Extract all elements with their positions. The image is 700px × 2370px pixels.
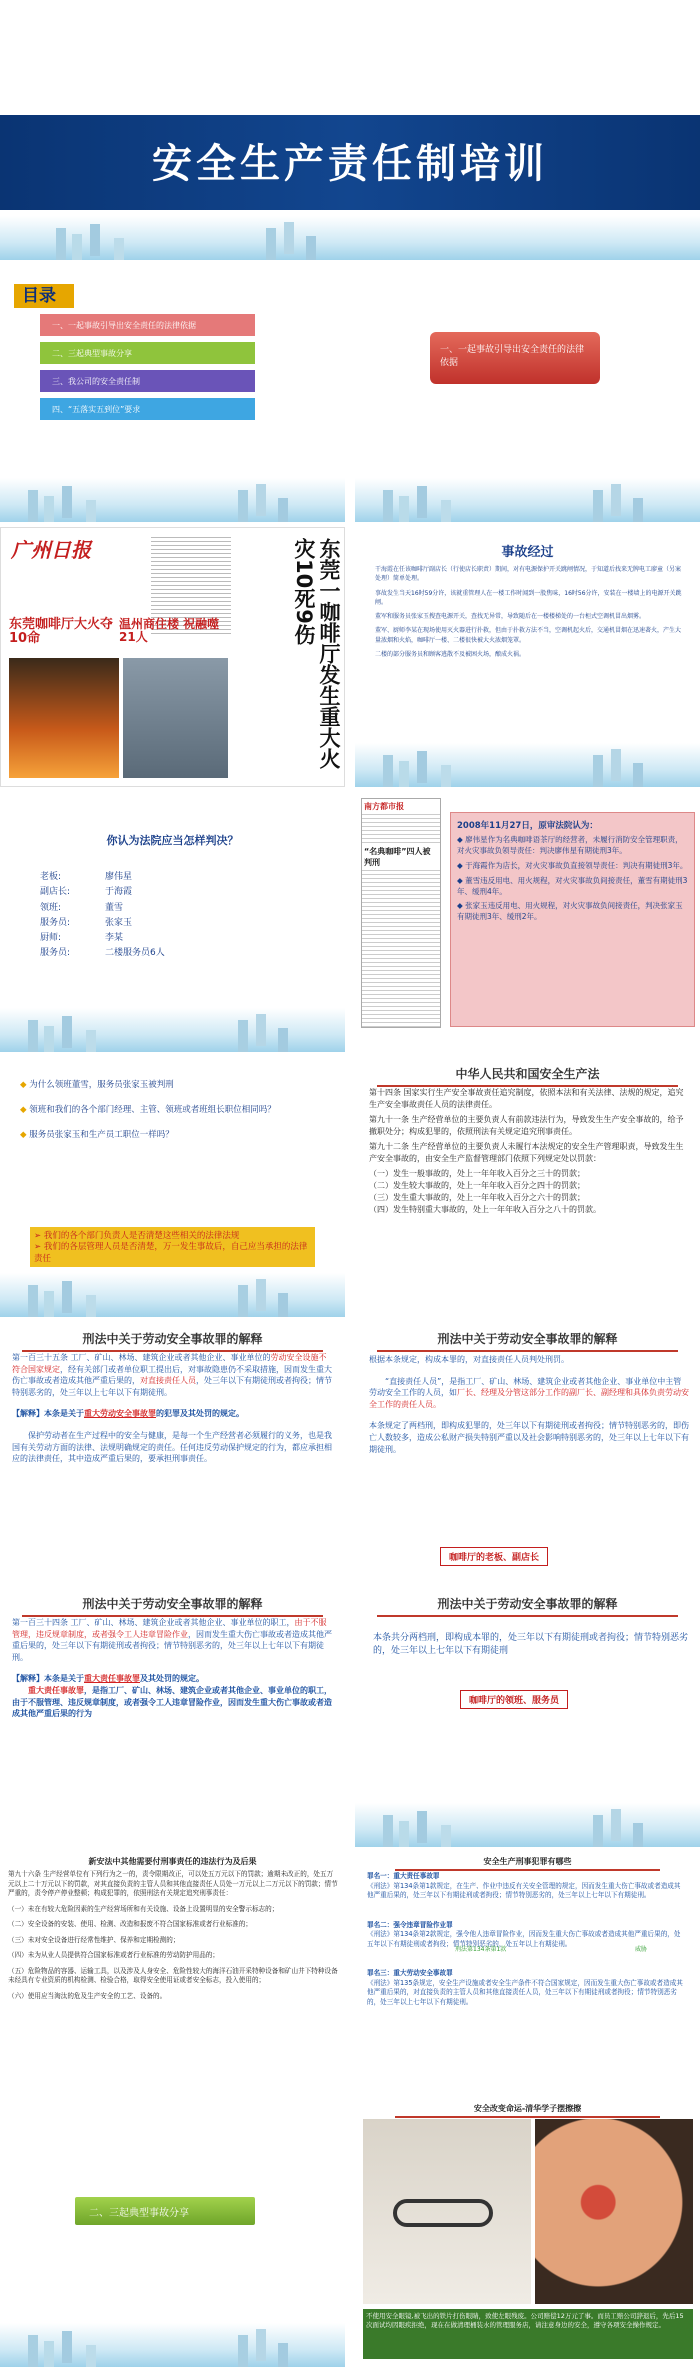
city-skyline [0,1008,345,1052]
handwritten-note-2: 威胁 [635,1946,648,1953]
offense-para: 第九十六条 生产经营单位有下列行为之一的，责令限期改正，可以处五万元以下的罚款；逾期未改正的，处五万元以上二十万元以下的罚款，对其直接负责的主管人员和其他直接责任人员处一万元以上二万元以下的罚款；情节严重的，责令停产停业整顿；构成犯罪的，依照刑法有关规定追究刑事责任： [8,1870,338,1898]
slide-eye-injury [355,2097,700,2367]
headline-left: 东莞咖啡厅大火夺10命 [9,618,119,647]
title-divider [377,1350,678,1352]
slide-criminal-135 [0,1322,345,1582]
law-title: 中华人民共和国安全生产法 [455,1067,600,1081]
verdict-bullet: ◆ 于海霞作为店长，对火灾事故负直接领导责任：判决有期徒刑3年。 [457,860,688,870]
verdict-article-title: “名典咖啡”四人被判刑 [362,844,440,870]
person-row: 老板: 廖伟星 [40,872,133,882]
accident-bullet: 董军和服务员张家玉搜查电源开关，查找无异常，导致随后在一楼楼梯处的一台柜式空调机冒出烟雾。 [375,613,646,621]
accident-bullet: 二楼的部分服务员和顾客逃散不及被困火场，酿成火祸。 [375,651,526,659]
offense-item: （五）危险物品的容器、运输工具，以及涉及人身安全、危险性较大的海洋石油开采特种设备和矿山井下特种设备未经具有专业资质的机构检测、检验合格，取得安全使用证或者安全标志，投入使用的； [8,1966,338,1985]
accident-bullet: 事故发生当天16时59分许，该就重管理人在一楼工作时闻到一股焦味，16时56分许，安装在一楼墙上的电源开关跳闸。 [375,589,682,606]
injury-title: 安全改变命运-清华学子摆擦擦 [473,2104,582,2113]
law-item: （三）发生重大事故的，处上一年年收入百分之六十的罚款； [369,1193,585,1202]
toc-item-4[interactable]: 四、“五落实五到位”要求 [40,398,255,420]
people-list [40,870,165,962]
offense-item: （一）未在有较大危险因素的生产经营场所和有关设施、设备上设置明显的安全警示标志的； [8,1904,279,1913]
slide-title-cover [0,0,700,260]
toc-item-1[interactable]: 一、一起事故引导出安全责任的法律依据 [40,314,255,336]
fire-photo [9,658,119,778]
crime-law: 《刑法》第134条第2款规定，强令他人违章冒险作业，因而发生重大伤亡事故或者造成其他严重后果的，处五年以下有期徒刑或者拘役；情节特别恶劣的，处五年以上有期徒刑。 [367,1930,681,1948]
crime-item [367,1969,687,2007]
answer-item: ➢ 我们的各个部门负责人是否清楚这些相关的法律法规 [34,1231,240,1241]
crime-name: 罪名一：重大责任事故罪 [367,1872,440,1880]
person-row: 服务员: 二楼服务员6人 [40,948,165,959]
slide-safety-law [355,1057,700,1317]
slide-direct-responsible [355,1322,700,1582]
offense-body [8,1870,338,2001]
question-list [20,1079,320,1141]
offense-title: 新安法中其他需要付刑事责任的违法行为及后果 [88,1857,257,1866]
person-row: 领班: 董雪 [40,902,124,913]
toc-heading: 目录 [14,284,74,308]
question-item: ◆ 服务员张家玉和生产员工职位一样吗？ [20,1129,174,1140]
slide-toc [0,262,345,522]
direct-para: “直接责任人员”，是指工厂、矿山、林场、建筑企业或者其他企业、事业单位中主管劳动安全工作的人员，如厂长、经理及分管这部分工作的副厂长、副经理和具体负责劳动安全工作的责任人员。 [369,1376,689,1409]
offense-item: （三）未对安全设备进行经常性维护、保养和定期检测的； [8,1935,180,1944]
slide-other-offenses [0,1852,345,2092]
accident-title: 事故经过 [501,545,554,560]
city-skyline [0,478,345,522]
law-item: （二）发生较大事故的，处上一年年收入百分之四十的罚款； [369,1181,585,1190]
law-para: 第九十一条 生产经营单位的主要负责人有前款违法行为，导致发生生产安全事故的，给予撤职处分；构成犯罪的，依照刑法有关规定追究刑事责任。 [369,1115,684,1136]
crime-item [367,1872,687,1901]
verdict-bullet: ◆ 张家玉违反用电、用火规程，对火灾事故负间接责任，判决张家玉有期徒刑3年、缓刑2年。 [457,901,683,922]
slide-two-penalties [355,1587,700,1847]
verdict-box [450,812,695,1027]
offense-item: （二）安全设备的安装、使用、检测、改造和报废不符合国家标准或者行业标准的； [8,1920,252,1929]
city-skyline [0,2323,345,2367]
title-divider [395,2116,660,2118]
verdict-date: 2008年11月27日，原审法院认为： [457,821,598,831]
verdict-paper [361,798,441,1028]
question-item: ◆ 领班和我们的各个部门经理、主管、领班或者班组长职位相同吗？ [20,1104,276,1115]
role-tag: 咖啡厅的领班、服务员 [460,1690,568,1709]
paper-masthead: 广州日报 [11,538,91,562]
article-135: 第一百三十五条 工厂、矿山、林场、建筑企业或者其他企业、事业单位的劳动安全设施不符合国家规定，经有关部门或者单位职工提出后，对事故隐患仍不采取措施，因而发生重大伤亡事故或者造成其他严重后果的，对直接责任人员，处三年以下有期徒刑或者拘役；情节特别恶劣的，处三年以上七年以下有期徒刑。 [12,1353,332,1397]
crime-name: 罪名三：重大劳动安全事故罪 [367,1969,453,1978]
verdict-masthead: 南方都市报 [362,799,440,814]
criminal-title: 刑法中关于劳动安全事故罪的解释 [437,1597,618,1611]
handwritten-note-1: 刑法第134条第1款 [455,1946,507,1953]
criminal-body [12,1617,334,1720]
injured-face-photo [535,2119,693,2304]
direct-body [369,1354,689,1455]
glasses-icon [393,2199,493,2227]
slide-accident-process [355,527,700,787]
criminal-title: 刑法中关于劳动安全事故罪的解释 [82,1597,263,1611]
explanation: 【解释】本条是关于重大劳动安全事故罪的犯罪及其处罚的规定。 [12,1409,244,1419]
slide-questions [0,1057,345,1317]
law-para: 第九十二条 生产经营单位的主要负责人未履行本法规定的安全生产管理职责，导致发生生产安全事故的，由安全生产监督管理部门依照下列规定处以罚款： [369,1142,684,1163]
city-skyline [355,1803,700,1847]
verdict-bullet: ◆ 董雪违反用电、用火规程，对火灾事故负间接责任，董雪有期徒刑3年、缓刑4年。 [457,875,688,896]
offense-item: （四）未为从业人员提供符合国家标准或者行业标准的劳动防护用品的； [8,1951,219,1960]
vertical-headline: 东莞一咖啡厅发生重大火灾10死9伤 [291,538,341,769]
crime-name: 罪名二：强令违章冒险作业罪 [367,1920,453,1929]
crime-title: 安全生产刑事犯罪有哪些 [483,1857,572,1866]
section-tag[interactable]: 二、三起典型事故分享 [75,2197,255,2225]
slide-toc-callout [355,262,700,522]
role-tag: 咖啡厅的老板、副店长 [440,1547,548,1566]
slide-crime-types [355,1852,700,2092]
crime-list [367,1872,687,2007]
crime-law: 《刑法》第134条第1款规定，在生产、作业中违反有关安全管理的规定，因而发生重大伤亡事故或者造成其他严重后果的，处三年以下有期徒刑或者拘役；情节特别恶劣的，处三年以上七年以下有期徒刑。 [367,1881,681,1900]
slide-newspaper [0,527,345,787]
injury-caption: 不使用安全眼镜,被飞出的铁片打伤眼睛，致使左眼残废。公司赔偿12万元了事。而员工赔公司辞退后，先后15次面试均因眼疾拒绝，现在在做清理桶装水的管理服务店，请注意身边的安全，遵守各项安全操作规定。 [363,2309,693,2359]
slide-verdict [355,792,700,1052]
city-skyline [0,1273,345,1317]
person-row: 副店长: 于海霞 [40,887,133,898]
direct-para: 本条规定了两档刑，即构成犯罪的，处三年以下有期徒刑或者拘役；情节特别恶劣的，即伤亡人数较多，造成公私财产损失特别严重以及社会影响特别恶劣的，处三年以上七年以下有期徒刑。 [369,1421,689,1454]
law-item: （一）发生一般事故的，处上一年年收入百分之三十的罚款； [369,1169,585,1178]
toc-item-3[interactable]: 三、我公司的安全责任制 [40,370,255,392]
crime-law: 《刑法》第135条规定，安全生产设施或者安全生产条件不符合国家规定，因而发生重大伤亡事故或者造成其他严重后果的，对直接负责的主管人员和其他直接责任人员，处三年以下有期徒刑或者拘役；情节特别恶劣的，处三年以上七年以下有期徒刑。 [367,1978,683,2006]
toc-item-2[interactable]: 二、三起典型事故分享 [40,342,255,364]
article-134: 第一百三十四条 工厂、矿山、林场、建筑企业或者其他企业、事业单位的职工，由于不服管理，违反规章制度，或者强令工人违章冒险作业，因而发生重大伤亡事故或者造成其他严重后果的，处三年以下有期徒刑或者拘役；情节特别恶劣的，处三年以上七年以下有期徒刑。 [12,1618,332,1662]
slide-criminal-134 [0,1587,345,1847]
law-item: （四）发生特别重大事故的，处上一年年收入百分之八十的罚款。 [369,1205,601,1214]
headline-right: 温州商住楼 祝融噬21人 [119,617,220,645]
answer-box [30,1227,315,1267]
direct-para: 根据本条规定，构成本罪的，对直接责任人员判处刑罚。 [369,1355,569,1364]
law-body [369,1087,689,1216]
slide-question [0,792,345,1052]
slide-section-2 [0,2097,345,2367]
city-skyline [0,216,700,260]
criminal-body [12,1352,334,1465]
city-skyline [355,478,700,522]
answer-item: ➢ 我们的各层管理人员是否清楚，万一发生事故后，自己应当承担的法律责任 [34,1242,308,1264]
question-item: ◆ 为什么领班董雪，服务员张家玉被判刑 [20,1080,174,1090]
accident-list [375,565,685,659]
criminal-title: 刑法中关于劳动安全事故罪的解释 [82,1332,263,1346]
person-row: 服务员: 张家玉 [40,917,133,928]
glasses-photo [363,2119,531,2304]
question-text: 你认为法院应当怎样判决？ [106,834,239,847]
title-divider [395,1869,660,1871]
explanation-detail: 重大责任事故罪，是指工厂、矿山、林场、建筑企业或者其他企业、事业单位的职工，由于不服管理、违反规章制度，或者强令工人违章冒险作业，因而发生重大伤亡事故或者造成其他严重后果的行为 [12,1685,332,1719]
criminal-title: 刑法中关于劳动安全事故罪的解释 [437,1332,618,1346]
explanation: 【解释】本条是关于重大责任事故罪及其处罚的规定。 [12,1674,204,1684]
building-photo [123,658,228,778]
title-divider [377,1615,678,1617]
verdict-bullet: ◆ 廖伟星作为名典咖啡语茶厅的经营者，未履行消防安全管理职责，对火灾事故负领导责任：判决廖伟星有期徒刑3年。 [457,835,683,855]
cover-title: 安全生产责任制培训 [152,141,548,187]
accident-bullet: 董军、厨师李某在现场使用灭火器进行扑救，但由于扑救方法不当，空调机起火后，交通机冒烟在迅速著火，产生大量浓烟和火焰，咖啡厅一楼、二楼很快被大火浓烟笼罩。 [375,627,682,644]
offense-item: （六）使用应当淘汰的危及生产安全的工艺、设备的。 [8,1991,167,2000]
penalty-text: 本条共分两档刑，即构成本罪的，处三年以下有期徒刑或者拘役；情节特别恶劣的，处三年以上七年以下有期徒刑 [373,1633,689,1657]
explanation-detail: 保护劳动者在生产过程中的安全与健康，是每一个生产经营者必须履行的义务，也是我国有关劳动方面的法律、法规明确规定的责任。任何违反劳动保护规定的行为，都应承担相应的法律责任，其中造成严重后果的，要承担刑事责任。 [12,1430,332,1464]
person-row: 厨师: 李某 [40,933,124,944]
accident-bullet: 干海霞在任该咖啡厅副店长（行使店长职责）期间，对有电源保护开关跳闸情况，于知道后找来无牌电工廖童（另案处理）简单处理。 [375,566,682,583]
law-para: 第十四条 国家实行生产安全事故责任追究制度，依照本法和有关法律、法规的规定，追究生产安全事故责任人员的法律责任。 [369,1088,684,1109]
city-skyline [355,743,700,787]
callout-box: 一、一起事故引导出安全责任的法律依据 [430,332,600,384]
